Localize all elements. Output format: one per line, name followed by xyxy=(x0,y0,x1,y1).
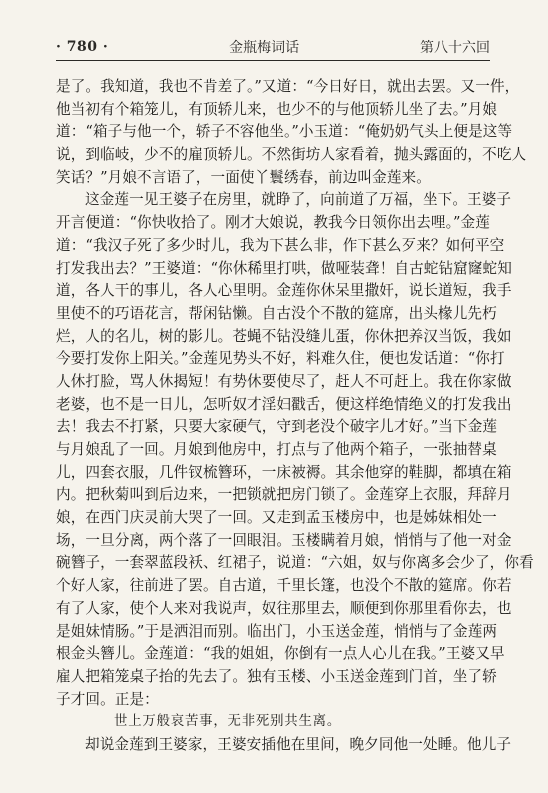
text-line: 与月娘乱了一回。月娘到他房中，打点与了他两个箱子，一张抽替桌 xyxy=(56,441,497,458)
text-line: 老婆，也不是一日儿，怎听奴才淫妇戳舌，便这样绝情绝义的打发我出 xyxy=(56,395,512,413)
text-line: 道，各人干的事儿，各人心里明。金莲你休呆里撒奸，说长道短，我手 xyxy=(56,282,512,300)
book-title: 金瓶梅词话 xyxy=(229,40,300,56)
verse-couplet: 世上万般哀苦事，无非死别共生离。 xyxy=(114,714,342,730)
text-line: 今要打发你上阳关。”金莲见势头不好，料难久住，便也发话道：“你打 xyxy=(56,350,505,368)
text-line: 人休打脸，骂人休揭短！有势休要使尽了，赶人不可赶上。我在你家做 xyxy=(56,372,512,390)
text-line: 个好人家，往前进了罢。自古道，千里长篷，也没个不散的筵席。你若 xyxy=(56,577,512,595)
text-line: 子才回。正是： xyxy=(56,690,159,708)
page-number: · 780 · xyxy=(56,39,109,55)
header-rule xyxy=(56,60,490,61)
text-line: 道：“我汉子死了多少时儿，我为下甚么非，作下甚么歹来？如何平空 xyxy=(56,236,505,254)
text-line: 里使不的巧语花言，帮闲钻懒。自古没个不散的筵席，出头椽儿先朽 xyxy=(56,304,497,322)
text-line: 有了人家，使个人来对我说声，奴往那里去，顺便到你那里看你去，也 xyxy=(56,599,512,617)
paragraph-start-line: 这金莲一见王婆子在房里，就睁了，向前道了万福，坐下。王婆子 xyxy=(85,191,512,209)
page-header xyxy=(56,36,490,58)
text-line: 是姐妹情肠。”于是洒泪而别。临出门，小玉送金莲，悄悄与了金莲两 xyxy=(56,622,498,640)
text-line: 笑话？”月娘不言语了，一面使丫鬟绣春，前边叫金莲来。 xyxy=(56,168,431,186)
text-line: 开言便道：“你快收拾了。刚才大娘说，教我今日领你出去哩。”金莲 xyxy=(56,214,490,232)
text-line: 道：“箱子与他一个，轿子不容他坐。”小玉道：“俺奶奶气头上便是这等 xyxy=(56,123,513,141)
text-line: 娘，在西门庆灵前大哭了一回。又走到孟玉楼房中，也是姊妹相处一 xyxy=(56,509,497,527)
text-line: 碗簪子，一套翠蓝段袄、红裙子，说道：“六姐，奴与你离多会少了，你看 xyxy=(56,554,534,572)
text-line: 是了。我知道，我也不肯差了。”又道：“今日好日，就出去罢。又一件， xyxy=(56,78,520,95)
text-line: 烂，人的名儿，树的影儿。苍蝇不钻没缝儿蛋，你休把养汉当饭，我如 xyxy=(56,327,512,345)
text-line: 说，到临岐，少不的雇顶轿儿。不然街坊人家看着，抛头露面的，不吃人 xyxy=(56,146,527,164)
text-line: 内。把秋菊叫到后边来，一把锁就把房门锁了。金莲穿上衣服，拜辞月 xyxy=(56,486,512,504)
text-line: 根金头簪儿。金莲道：“我的姐姐，你倒有一点人心儿在我。”王婆又早 xyxy=(56,645,505,663)
text-line: 儿，四套衣服，几件钗梳簪环，一床被褥。其余他穿的鞋脚，都填在箱 xyxy=(56,463,512,481)
text-line: 场，一旦分离，两个落了一回眼泪。玉楼瞒着月娘，悄悄与了他一对金 xyxy=(56,531,512,549)
text-line: 去！我去不打紧，只要大家硬气，守到老没个破字儿才好。”当下金莲 xyxy=(56,418,498,436)
page-body xyxy=(56,76,534,757)
text-line: 雇人把箱笼桌子抬的先去了。独有玉楼、小玉送金莲到门首，坐了轿 xyxy=(56,667,497,685)
paragraph-start-line: 却说金莲到王婆家，王婆安插他在里间，晚夕同他一处睡。他儿子 xyxy=(85,735,512,753)
text-line: 他当初有个箱笼儿，有顶轿儿来，也少不的与他顶轿儿坐了去。”月娘 xyxy=(56,100,498,118)
text-line: 打发我出去？”王婆道：“你休稀里打哄，做哑装聋！自古蛇钻窟窿蛇知 xyxy=(56,259,512,277)
chapter-title: 第八十六回 xyxy=(419,40,490,56)
